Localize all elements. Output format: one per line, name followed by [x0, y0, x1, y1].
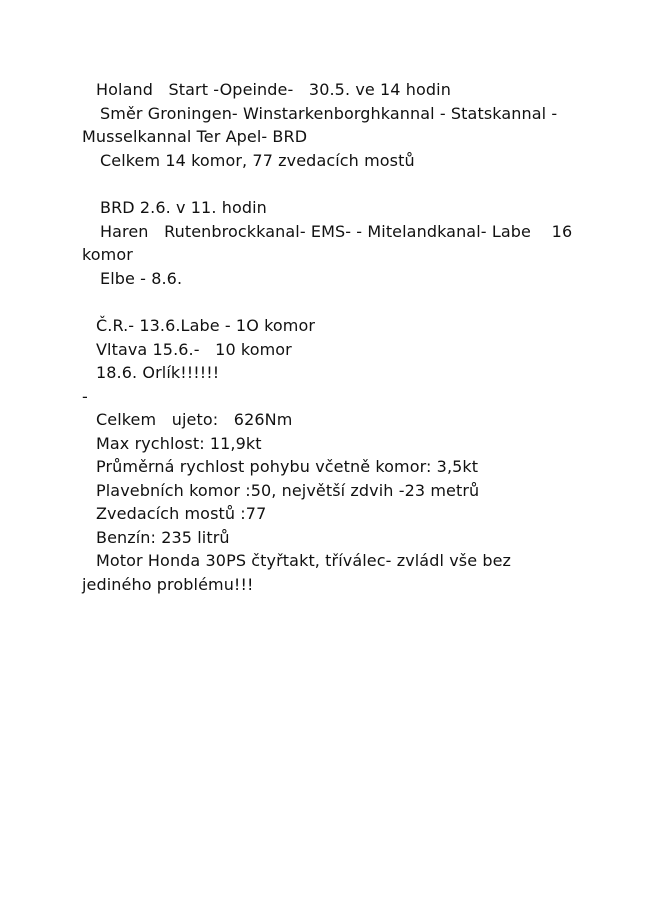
- text-line: Motor Honda 30PS čtyřtakt, tříválec- zvládl vše bez: [96, 551, 512, 570]
- text-line: Benzín: 235 litrů: [96, 528, 230, 547]
- text-line: Č.R.- 13.6.Labe - 1O komor: [96, 316, 316, 335]
- text-line: BRD 2.6. v 11. hodin: [100, 198, 267, 217]
- text-line: Průměrná rychlost pohybu včetně komor: 3,5kt: [96, 457, 479, 476]
- text-line: Musselkannal Ter Apel- BRD: [82, 127, 308, 146]
- text-line: Holand Start -Opeinde- 30.5. ve 14 hodin: [96, 80, 451, 99]
- text-line: komor: [82, 245, 133, 264]
- text-line: -: [82, 387, 88, 406]
- text-line: Celkem ujeto: 626Nm: [96, 410, 293, 429]
- text-line: 18.6. Orlík!!!!!!: [96, 363, 220, 382]
- text-line: Směr Groningen- Winstarkenborghkannal - Statskannal -: [100, 104, 558, 123]
- text-line: Haren Rutenbrockkanal- EMS- - Mitelandkanal- Labe 16: [100, 222, 573, 241]
- text-line: Celkem 14 komor, 77 zvedacích mostů: [100, 151, 415, 170]
- text-line: Plavebních komor :50, největší zdvih -23 metrů: [96, 481, 480, 500]
- text-line: Elbe - 8.6.: [100, 269, 183, 288]
- text-line: Vltava 15.6.- 10 komor: [96, 340, 292, 359]
- text-line: Max rychlost: 11,9kt: [96, 434, 262, 453]
- text-line: Zvedacích mostů :77: [96, 504, 267, 523]
- text-line: jediného problému!!!: [82, 575, 254, 594]
